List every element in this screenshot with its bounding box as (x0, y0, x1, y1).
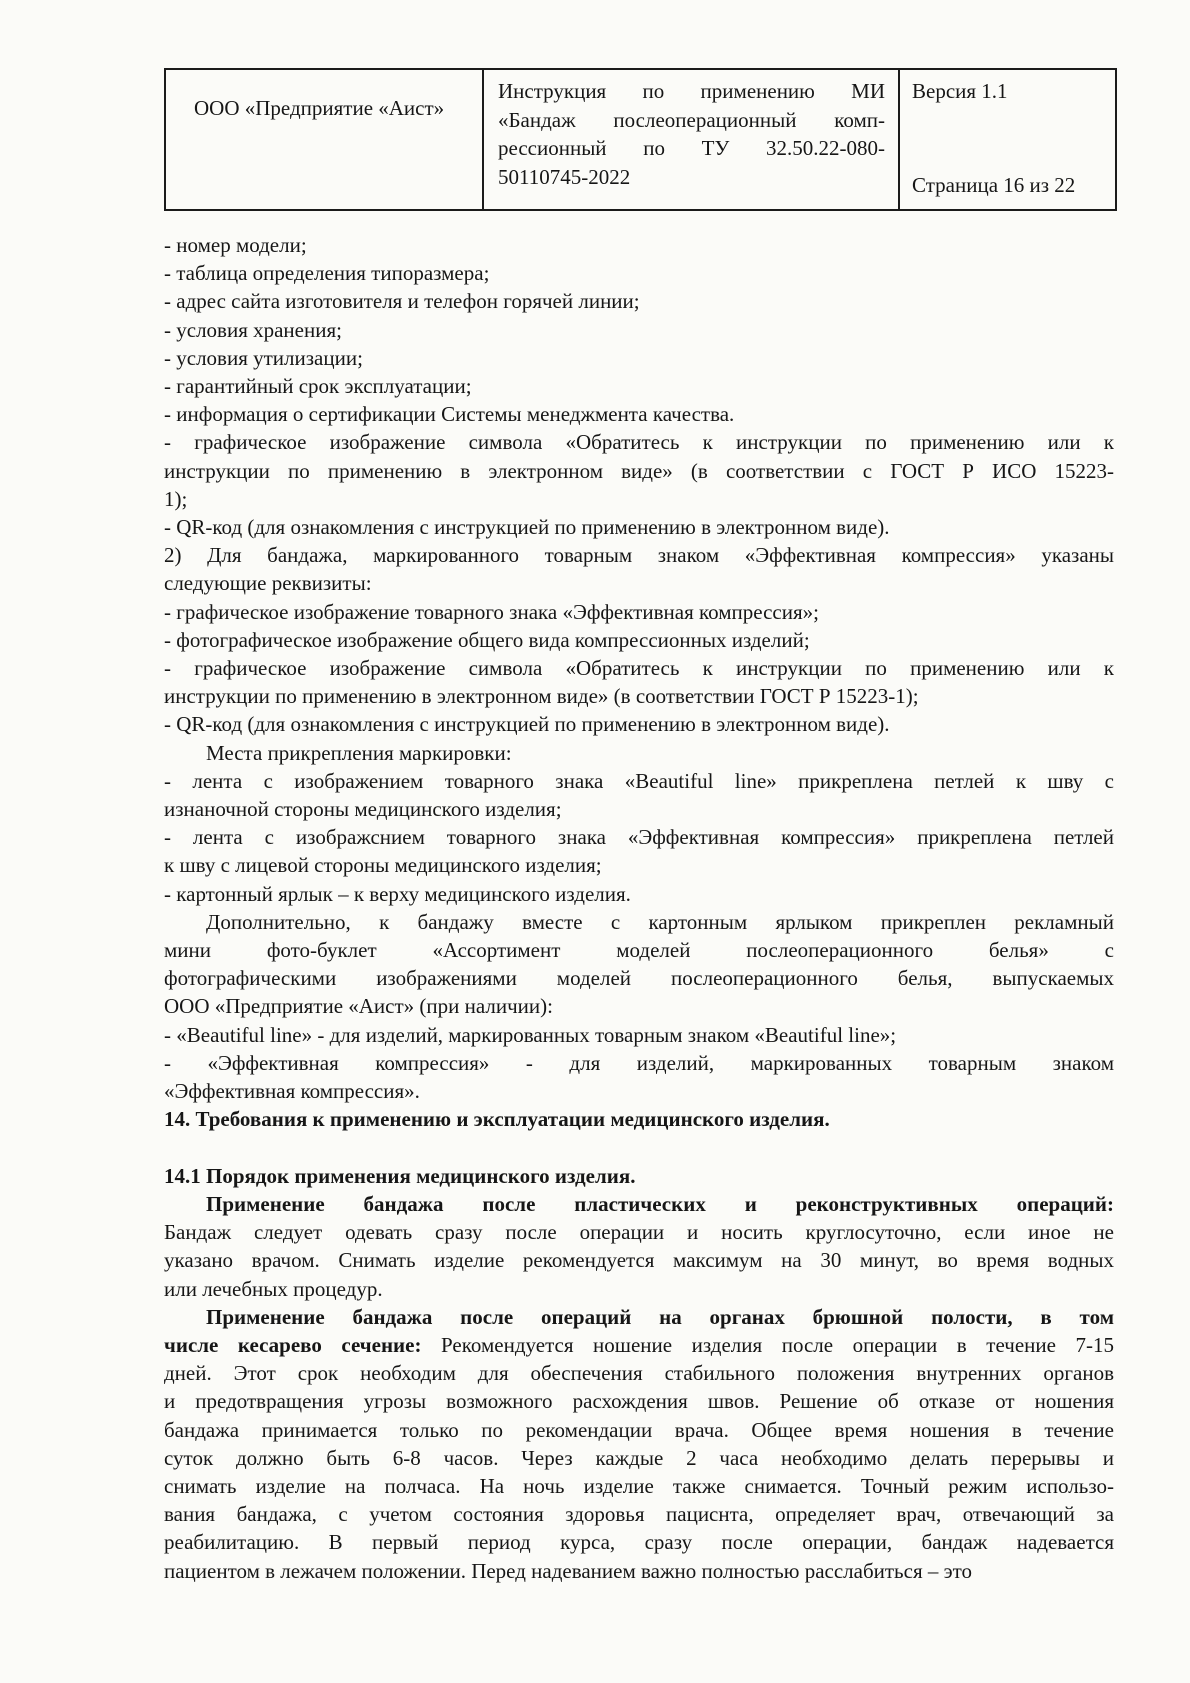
header-meta (912, 77, 1109, 199)
text-segment: «Эффективная компрессия». (164, 1079, 420, 1104)
text-line (164, 936, 1114, 964)
text-line (164, 1049, 1114, 1077)
bold-text-segment: Применение бандажа после операций на органах брюшной полости, в том (206, 1304, 1114, 1329)
text-line (164, 964, 1114, 992)
text-line (164, 851, 1114, 879)
doc-title-line: Инструкция по применению МИ (498, 79, 885, 103)
header-cell-company (165, 69, 483, 210)
bold-text-segment: 14.1 Порядок применения медицинского изделия. (164, 1163, 636, 1188)
text-line (164, 710, 1114, 738)
text-line (164, 626, 1114, 654)
text-line (164, 344, 1114, 372)
text-segment: - условия хранения; (164, 317, 342, 342)
text-segment: ООО «Предприятие «Аист» (при наличии): (164, 994, 553, 1019)
text-segment: снимать изделие на полчаса. На ночь изделие также снимается. Точный режим использо- (164, 1473, 1114, 1498)
text-line (164, 1528, 1114, 1556)
doc-title-line: «Бандаж послеоперационный комп- (498, 107, 885, 132)
text-line (164, 1077, 1114, 1105)
text-line (164, 316, 1114, 344)
text-line (164, 1275, 1114, 1303)
bold-text-segment: Применение бандажа после пластических и реконструктивных операций: (206, 1191, 1114, 1216)
bold-text-segment: 14. Требования к применению и эксплуатации медицинского изделия. (164, 1107, 830, 1132)
text-line (164, 1416, 1114, 1444)
doc-title (498, 77, 885, 191)
text-line (164, 541, 1114, 569)
text-line (164, 1190, 1114, 1218)
text-line (164, 231, 1114, 259)
text-segment: пациентом в лежачем положении. Перед надеванием важно полностью расслабиться – это (164, 1558, 973, 1583)
text-segment: изнаночной стороны медицинского изделия; (164, 797, 562, 822)
text-segment: реабилитацию. В первый период курса, сразу после операции, бандаж надевается (164, 1530, 1114, 1555)
text-segment: Места прикрепления маркировки: (206, 740, 512, 765)
text-segment: - лента с изображснием товарного знака «Эффективная компрессия» прикреплена петлей (164, 825, 1114, 850)
document-body (164, 231, 1114, 1585)
text-line (164, 880, 1114, 908)
text-segment: - адрес сайта изготовителя и телефон горячей линии; (164, 289, 640, 314)
text-segment: - графическое изображение символа «Обратитесь к инструкции по применению или к (164, 656, 1114, 681)
header-cell-meta (899, 69, 1116, 210)
text-line (164, 739, 1114, 767)
text-segment: - «Beautiful line» - для изделий, маркированных товарным знаком «Beautiful line»; (164, 1022, 897, 1047)
text-segment: суток должно быть 6-8 часов. Через каждые 2 часа необходимо делать перерывы и (164, 1445, 1114, 1470)
text-line (164, 1500, 1114, 1528)
blank-line (164, 1134, 1114, 1162)
text-line (164, 1246, 1114, 1274)
text-segment: инструкции по применению в электронном виде» (в соответствии ГОСТ Р 15223-1); (164, 684, 919, 709)
text-segment: к шву с лицевой стороны медицинского изделия; (164, 853, 602, 878)
text-segment: фотографическими изображениями моделей послеоперационного белья, выпускаемых (164, 966, 1114, 991)
text-line (164, 457, 1114, 485)
text-segment: - графическое изображение товарного знака «Эффективная компрессия»; (164, 599, 819, 624)
text-segment: мини фото-буклет «Ассортимент моделей послеоперационного белья» с (164, 938, 1114, 963)
text-line (164, 1162, 1114, 1190)
text-segment: инструкции по применению в электронном виде» (в соответствии с ГОСТ Р ИСО 15223- (164, 458, 1114, 483)
text-segment: бандажа принимается только по рекомендации врача. Общее время ношения в течение (164, 1417, 1114, 1442)
text-line (164, 654, 1114, 682)
text-segment: дней. Этот срок необходим для обеспечения стабильного положения внутренних органов (164, 1361, 1114, 1386)
text-line (164, 795, 1114, 823)
text-line (164, 1387, 1114, 1415)
text-segment: следующие реквизиты: (164, 571, 372, 596)
text-segment: - условия утилизации; (164, 345, 363, 370)
text-segment: Бандаж следует одевать сразу после операции и носить круглосуточно, если иное не (164, 1220, 1114, 1245)
text-line (164, 400, 1114, 428)
text-segment: и предотвращения угрозы возможного расхождения швов. Решение об отказе от ношения (164, 1389, 1114, 1414)
header-row (165, 69, 1116, 210)
text-line (164, 1303, 1114, 1331)
text-line (164, 823, 1114, 851)
text-line (164, 1444, 1114, 1472)
text-segment: - картонный ярлык – к верху медицинского изделия. (164, 881, 631, 906)
text-line (164, 992, 1114, 1020)
text-line (164, 287, 1114, 315)
text-line (164, 1021, 1114, 1049)
text-segment: Дополнительно, к бандажу вместе с картонным ярлыком прикреплен рекламный (206, 909, 1114, 934)
text-line (164, 1331, 1114, 1359)
text-line (164, 485, 1114, 513)
text-segment: - фотографическое изображение общего вида компрессионных изделий; (164, 627, 810, 652)
page-number: Страница 16 из 22 (912, 173, 1076, 197)
text-segment: 1); (164, 486, 188, 511)
text-line (164, 598, 1114, 626)
text-segment: - лента с изображением товарного знака «Beautiful line» прикреплена петлей к шву с (164, 768, 1114, 793)
document-header-table (164, 68, 1117, 211)
doc-title-line: 50110745-2022 (498, 164, 631, 189)
text-segment: Рекомендуется ношение изделия после операции в течение 7-15 (441, 1332, 1114, 1357)
text-segment: - «Эффективная компрессия» - для изделий, маркированных товарным знаком (164, 1050, 1114, 1075)
text-line (164, 908, 1114, 936)
text-segment: указано врачом. Снимать изделие рекомендуется максимум на 30 минут, во время водных (164, 1248, 1114, 1273)
text-line (164, 1218, 1114, 1246)
text-line (164, 1557, 1114, 1585)
text-line (164, 372, 1114, 400)
text-line (164, 513, 1114, 541)
bold-text-segment: числе кесарево сечение: (164, 1332, 442, 1357)
doc-version: Версия 1.1 (912, 79, 1008, 103)
text-segment: - информация о сертификации Системы менеджмента качества. (164, 402, 735, 427)
header-cell-title (483, 69, 899, 210)
text-segment: - таблица определения типоразмера; (164, 261, 490, 286)
text-line (164, 1105, 1114, 1133)
text-line (164, 259, 1114, 287)
text-segment: вания бандажа, с учетом состояния здоровья пациснта, определяет врач, отвечающий за (164, 1502, 1114, 1527)
text-line (164, 1472, 1114, 1500)
text-segment: или лечебных процедур. (164, 1276, 383, 1301)
text-line (164, 767, 1114, 795)
text-line (164, 1359, 1114, 1387)
text-line (164, 682, 1114, 710)
text-segment: - QR-код (для ознакомления с инструкцией по применению в электронном виде). (164, 712, 890, 737)
text-segment: - гарантийный срок эксплуатации; (164, 374, 472, 399)
text-segment: - графическое изображение символа «Обратитесь к инструкции по применению или к (164, 430, 1114, 455)
company-name: ООО «Предприятие «Аист» (194, 96, 445, 120)
text-line (164, 428, 1114, 456)
doc-title-line: рессионный по ТУ 32.50.22-080- (498, 136, 885, 160)
text-segment: 2) Для бандажа, маркированного товарным знаком «Эффективная компрессия» указаны (164, 543, 1114, 568)
text-segment: - QR-код (для ознакомления с инструкцией по применению в электронном виде). (164, 515, 890, 540)
text-line (164, 569, 1114, 597)
text-segment: - номер модели; (164, 233, 307, 257)
